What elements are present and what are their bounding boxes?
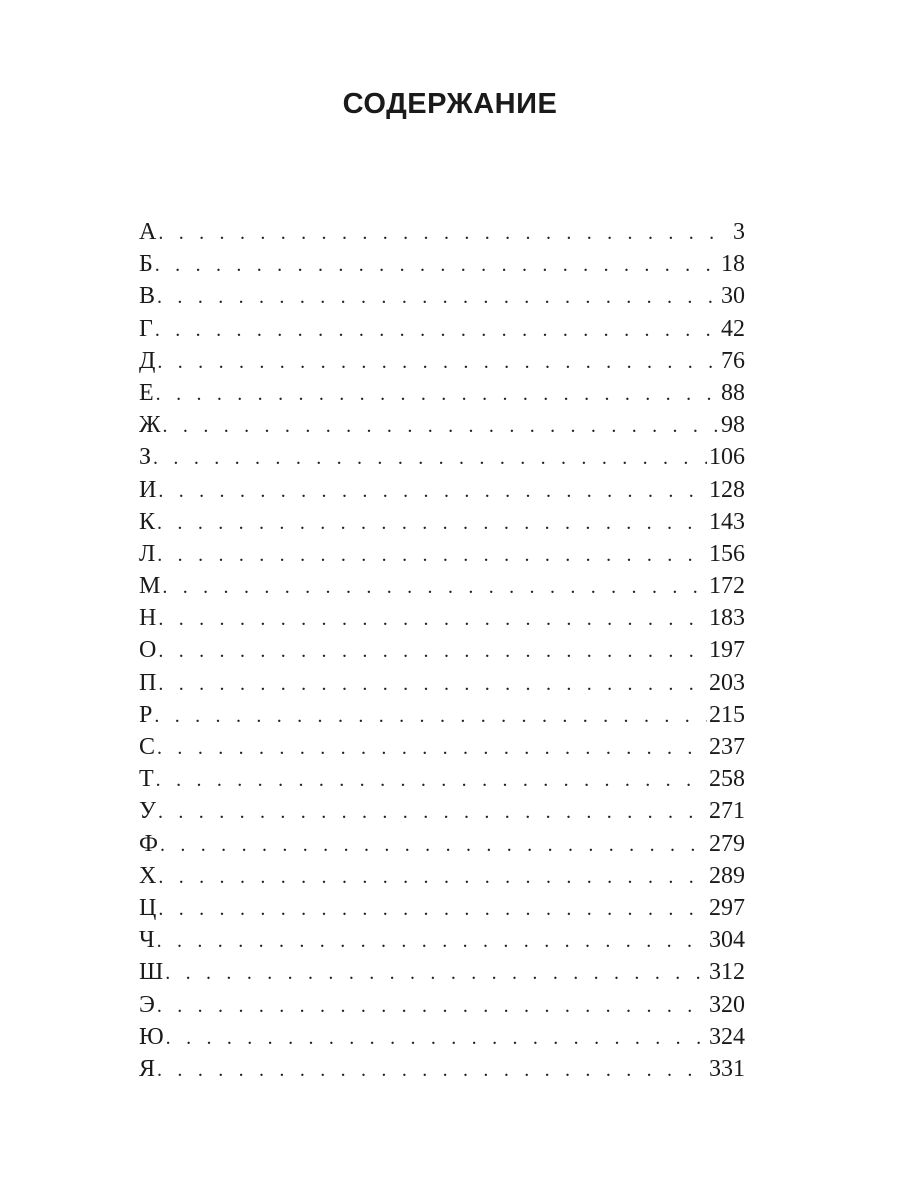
toc-entry-letter: А: [139, 219, 157, 245]
toc-entry-page: 143: [709, 508, 745, 535]
toc-entry[interactable]: [139, 506, 745, 538]
toc-entry-leader: [166, 1022, 707, 1053]
toc-entry-letter: Д: [139, 347, 156, 374]
toc-entry-letter: Я: [139, 1055, 156, 1082]
toc-entry-letter: Ф: [139, 830, 158, 857]
toc-entry-leader: [157, 507, 707, 538]
toc-entry-leader: [163, 410, 719, 441]
toc-entry-page: 98: [721, 412, 745, 439]
toc-entry-leader: [154, 700, 707, 731]
toc-entry-leader: [158, 603, 707, 634]
toc-entry-leader: [155, 249, 719, 280]
toc-entry[interactable]: [139, 474, 745, 506]
toc-entry-leader: [160, 829, 707, 860]
toc-entry-letter: Е: [139, 379, 154, 406]
toc-entry-leader: [153, 442, 707, 473]
toc-entry-leader: [158, 475, 707, 506]
toc-entry-page: 331: [709, 1055, 745, 1082]
toc-entry[interactable]: [139, 1053, 745, 1085]
toc-entry-letter: У: [139, 798, 156, 825]
toc-entry-letter: Х: [139, 862, 157, 889]
toc-entry-page: 203: [709, 669, 745, 696]
toc-entry-page: 271: [709, 798, 745, 825]
toc-entry-letter: К: [139, 508, 156, 535]
toc-entry-leader: [157, 925, 707, 956]
toc-entry-letter: О: [139, 637, 157, 664]
toc-entry-letter: Ж: [139, 412, 161, 439]
toc-entry-letter: С: [139, 734, 156, 760]
toc-entry-page: 237: [709, 734, 745, 760]
toc-entry-page: 304: [709, 927, 745, 954]
toc-entry-leader: [155, 314, 719, 345]
toc-entry-page: 156: [709, 540, 745, 567]
toc-entry-page: 297: [709, 894, 745, 921]
toc-entry[interactable]: [139, 248, 745, 280]
toc-entry[interactable]: [139, 892, 745, 924]
toc-entry-leader: [162, 571, 707, 602]
toc-entry-letter: Л: [139, 540, 156, 567]
toc-entry-leader: [158, 635, 707, 666]
toc-entry-page: 279: [709, 830, 745, 857]
toc-entry[interactable]: [139, 989, 745, 1021]
table-of-contents: [139, 216, 745, 1085]
toc-entry-letter: Р: [139, 701, 153, 728]
toc-entry-letter: Т: [139, 766, 154, 793]
toc-entry[interactable]: [139, 828, 745, 860]
toc-entry[interactable]: [139, 924, 745, 956]
toc-entry-page: 88: [721, 379, 745, 406]
toc-entry[interactable]: [139, 860, 745, 892]
toc-entry-letter: П: [139, 669, 157, 696]
toc-entry-page: 183: [709, 605, 745, 632]
toc-entry-leader: [157, 539, 707, 570]
toc-entry[interactable]: [139, 345, 745, 377]
toc-entry[interactable]: [139, 731, 745, 763]
toc-entry[interactable]: [139, 763, 745, 795]
toc-entry-leader: [158, 796, 707, 827]
toc-entry[interactable]: [139, 795, 745, 827]
toc-entry-page: 172: [709, 573, 745, 600]
toc-entry-leader: [157, 1054, 707, 1085]
toc-entry-letter: Г: [139, 315, 153, 342]
toc-entry[interactable]: [139, 313, 745, 345]
toc-entry[interactable]: [139, 1021, 745, 1053]
toc-entry-leader: [157, 281, 719, 312]
toc-entry-letter: Ч: [139, 927, 155, 954]
toc-entry-letter: И: [139, 476, 157, 503]
toc-entry-page: 42: [721, 315, 745, 342]
toc-entry-page: 76: [721, 347, 745, 374]
toc-entry-leader: [158, 668, 707, 699]
toc-entry-leader: [157, 990, 707, 1021]
toc-entry-page: 258: [709, 766, 745, 793]
toc-entry-letter: Ю: [139, 1023, 164, 1050]
toc-entry-leader: [158, 893, 707, 924]
toc-entry-leader: [165, 957, 707, 988]
toc-entry[interactable]: [139, 570, 745, 602]
toc-entry-leader: [158, 861, 707, 892]
page-title: СОДЕРЖАНИЕ: [342, 88, 558, 120]
toc-entry[interactable]: [139, 377, 745, 409]
toc-entry-letter: З: [139, 444, 152, 471]
toc-entry[interactable]: [139, 699, 745, 731]
toc-entry[interactable]: [139, 667, 745, 699]
toc-entry[interactable]: [139, 280, 745, 312]
toc-entry[interactable]: [139, 602, 745, 634]
toc-entry-leader: [157, 346, 719, 377]
toc-entry-letter: Н: [139, 605, 157, 632]
toc-entry[interactable]: [139, 634, 745, 666]
toc-entry-page: 197: [709, 637, 745, 664]
toc-entry-page: 30: [721, 283, 745, 310]
toc-entry-leader: [157, 732, 707, 763]
toc-entry-page: 106: [709, 444, 745, 471]
toc-entry-page: 320: [709, 991, 745, 1018]
toc-entry-page: 3: [733, 219, 745, 245]
toc-entry-letter: Э: [139, 991, 155, 1018]
toc-entry-page: 18: [721, 251, 745, 278]
toc-entry-leader: [156, 378, 719, 409]
toc-entry-letter: Б: [139, 251, 153, 278]
toc-entry-letter: М: [139, 573, 161, 600]
toc-entry-letter: В: [139, 283, 156, 310]
toc-entry-page: 128: [709, 476, 745, 503]
toc-entry[interactable]: [139, 409, 745, 441]
toc-entry[interactable]: [139, 956, 745, 988]
toc-entry-letter: Ц: [139, 894, 157, 921]
toc-entry-leader: [158, 217, 731, 248]
toc-entry-page: 215: [709, 701, 745, 728]
toc-entry-leader: [156, 764, 707, 795]
toc-entry[interactable]: [139, 538, 745, 570]
toc-entry-page: 289: [709, 862, 745, 889]
toc-entry[interactable]: [139, 441, 745, 473]
toc-entry-page: 324: [709, 1023, 745, 1050]
toc-entry-letter: Ш: [139, 959, 164, 986]
toc-entry-page: 312: [709, 959, 745, 986]
toc-entry[interactable]: [139, 216, 745, 248]
